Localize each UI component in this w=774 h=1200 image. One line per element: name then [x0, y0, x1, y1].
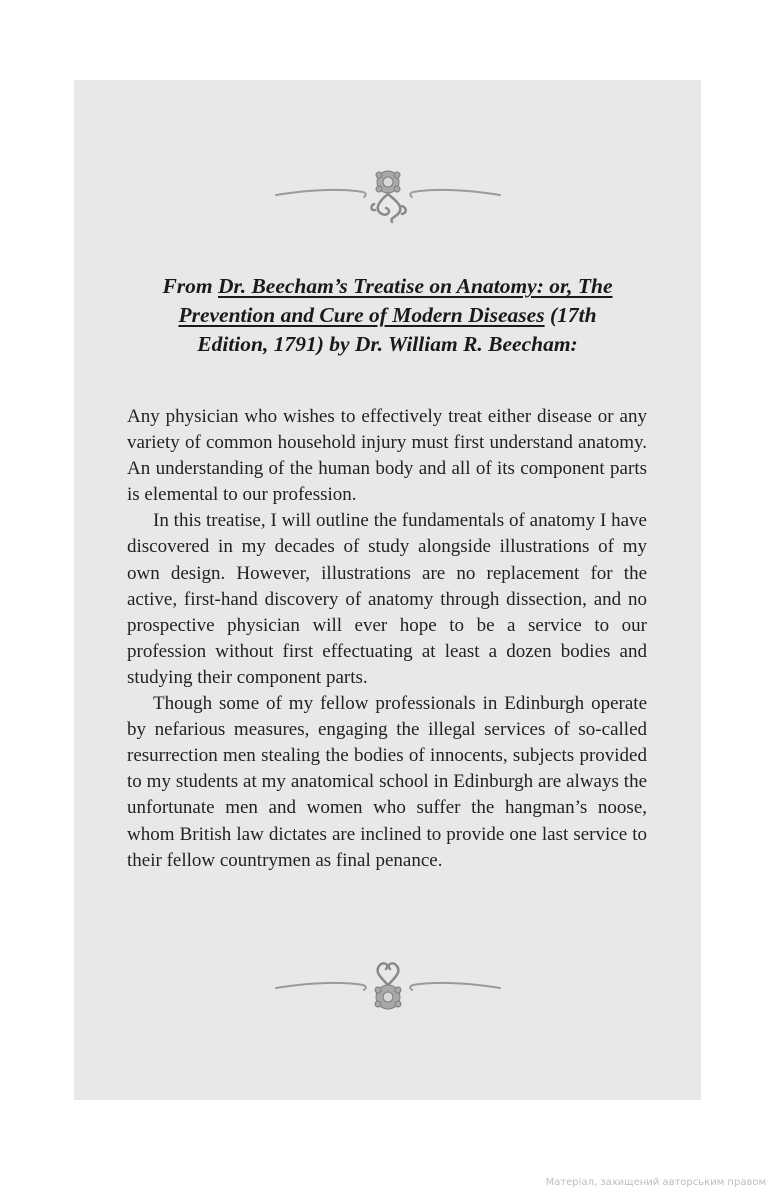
heading-prefix: From	[162, 274, 218, 298]
floral-divider-icon	[268, 955, 508, 1025]
heading-line-1	[134, 272, 641, 301]
paragraph: Any physician who wishes to effectively treat either disease or any variety of common household injury must first understand anatomy. An understanding of the human body and all of its component parts is elemental to our profession.	[127, 406, 647, 506]
heading-line-2	[134, 301, 641, 330]
heading-edition-start: (17th	[544, 303, 597, 327]
floral-divider-icon	[268, 162, 508, 232]
page-panel	[74, 80, 701, 1100]
heading-line-3: Edition, 1791) by Dr. William R. Beecham:	[197, 332, 578, 356]
treatise-title-line-2: Prevention and Cure of Modern Diseases	[178, 303, 545, 327]
treatise-heading	[134, 272, 641, 359]
copyright-watermark: Матеріал, захищений авторським правом	[545, 1177, 766, 1188]
paragraph: Though some of my fellow professionals in Edinburgh operate by nefarious measures, engaging the illegal services of so-called resurrection men stealing the bodies of innocents, subjects provided to my students at my anatomical school in Edinburgh are always the unfortunate men and women who suffer the hangman’s noose, whom British law dictates are inclined to provide one last service to their fellow countrymen as final penance.	[127, 693, 647, 871]
treatise-body	[127, 404, 647, 874]
paragraph: In this treatise, I will outline the fundamentals of anatomy I have discovered in my decades of study alongside illustrations of my own design. However, illustrations are no replacement for the active, first-hand discovery of anatomy through dissection, and no prospective physician will ever hope to be a service to our profession without first effectuating at least a dozen bodies and studying their component parts.	[127, 510, 647, 688]
bottom-ornament	[74, 955, 701, 1025]
treatise-title-line-1: Dr. Beecham’s Treatise on Anatomy: or, The	[218, 274, 613, 298]
top-ornament	[74, 162, 701, 232]
